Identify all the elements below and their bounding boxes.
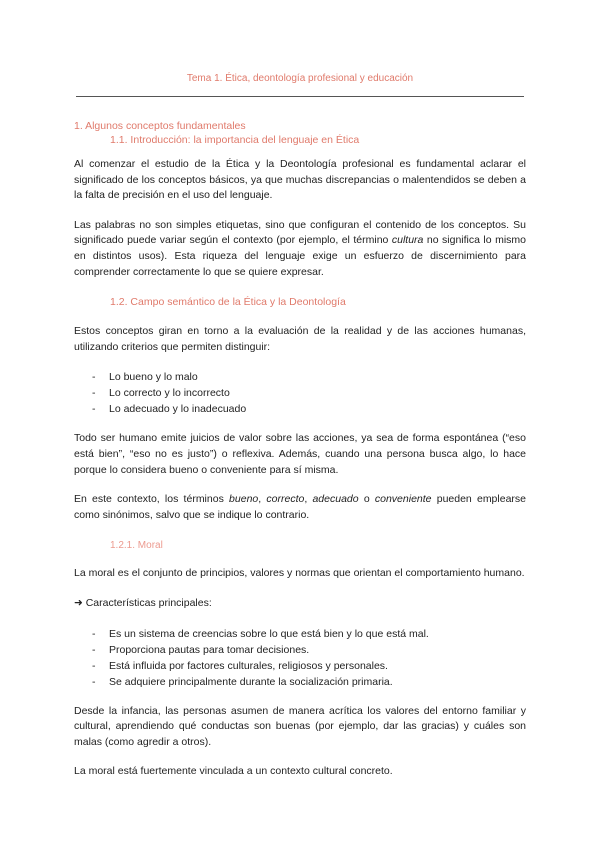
subsection-heading-1-1: 1.1. Introducción: la importancia del lenguaje en Ética bbox=[110, 134, 360, 146]
features-list bbox=[74, 626, 526, 690]
list-item: - Está influida por factores culturales, religiosos y personales. bbox=[74, 658, 526, 674]
header-divider bbox=[76, 96, 524, 97]
list-item: - Es un sistema de creencias sobre lo que está bien y lo que está mal. bbox=[74, 626, 526, 642]
list-item: - Se adquiere principalmente durante la socialización primaria. bbox=[74, 674, 526, 690]
paragraph-culture: La moral está fuertemente vinculada a un contexto cultural concreto. bbox=[74, 765, 393, 778]
list-item: - Proporciona pautas para tomar decisiones. bbox=[74, 642, 526, 658]
list-item: - Lo bueno y lo malo bbox=[74, 369, 526, 385]
list-item: - Lo adecuado y lo inadecuado bbox=[74, 401, 526, 417]
paragraph-moral-definition: La moral es el conjunto de principios, valores y normas que orientan el comportamiento humano. bbox=[74, 567, 525, 580]
paragraph-intro: Al comenzar el estudio de la Ética y la Deontología profesional es fundamental aclarar el significado de los conceptos básicos, ya que muchas discrepancias o malentendidos se deben a la falta de precisión en el uso del lenguaje. bbox=[74, 158, 526, 202]
page-header-title: Tema 1. Ética, deontología profesional y educación bbox=[186, 73, 414, 84]
paragraph-childhood: Desde la infancia, las personas asumen de manera acrítica los valores del entorno familiar y cultural, aprendiendo qué conductas son buenas (por ejemplo, dar las gracias) y cuáles son malas (como agredir a otros). bbox=[74, 704, 526, 748]
subsection-heading-1-2: 1.2. Campo semántico de la Ética y la Deontología bbox=[110, 296, 346, 309]
paragraph-concepts: Estos conceptos giran en torno a la evaluación de la realidad y de las acciones humanas, utilizando criterios que permiten distinguir: bbox=[74, 325, 526, 353]
features-label: ➜ Características principales: bbox=[74, 596, 212, 609]
list-item: - Lo correcto y lo incorrecto bbox=[74, 385, 526, 401]
document-body bbox=[74, 119, 526, 780]
paragraph-judgments: Todo ser humano emite juicios de valor sobre las acciones, ya sea de forma espontánea (“eso está bien”, “eso no es justo”) o reflexiva. Además, cuando una persona busca algo, lo hace porque lo considera bueno o conveniente para sí misma. bbox=[74, 432, 526, 476]
paragraph-synonyms: En este contexto, los términos bueno, correcto, adecuado o conveniente pueden emplearse como sinónimos, salvo que se indique lo contrario. bbox=[74, 493, 526, 521]
section-heading: 1. Algunos conceptos fundamentales bbox=[74, 120, 246, 132]
subsection-heading-1-2-1: 1.2.1. Moral bbox=[110, 540, 163, 552]
paragraph-words: Las palabras no son simples etiquetas, sino que configuran el contenido de los conceptos. Su significado puede variar según el contexto (por ejemplo, el término cultura no significa lo mismo en distintos usos). Esta riqueza del lenguaje exige un esfuerzo de discernimiento para comprender correctamente lo que se quiere expresar. bbox=[74, 218, 527, 278]
criteria-list bbox=[74, 369, 526, 417]
